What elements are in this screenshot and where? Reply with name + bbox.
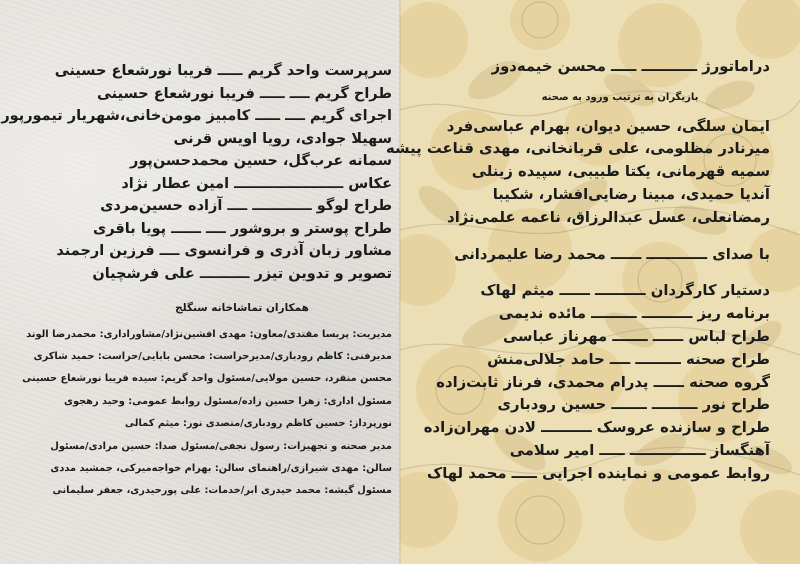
cast-line: سمیه قهرمانی، یکتا طبیبی، سپیده زینلی [471,163,770,181]
dramaturg-line: دراماتورژ ـــــــــــ ـــــ محسن خیمه‌دوز [491,58,770,75]
credit-line: اجرای گریم ــــ ـــــ کامبیز مومن‌خانی،شهریار تیمورپور [1,108,392,124]
crew-line: طراح لباس ــــــ ـــــــ مهرناز عباسی [503,327,770,345]
cast-line: ایمان سلگی، حسین دیوان، بهرام عباسی‌فرد [446,117,770,135]
cast-line: آندیا حمیدی، مبینا رضایی‌افشار، شکیبا [492,185,770,203]
credit-line: مشاور زبان آذری و فرانسوی ــــ فرزین ارجمند [56,243,392,259]
spacer [410,230,770,244]
cast-line: میرنادر مظلومی، علی قربانخانی، مهدی قناعت پیشه [386,140,770,158]
credit-line: طراح پوستر و بروشور ــــ ــــــ پویا باقری [92,220,392,237]
credit-line: طراح گریم ــــ ـــــ فریبا نورشعاع حسینی [97,85,392,102]
cast-line: رمضانعلی، عسل عبدالرزاق، ناعمه علمی‌نژاد [447,208,770,226]
credit-line: تصویر و تدوین تیزر ــــــــــ علی فرشچیان [92,265,392,282]
voice-line: با صدای ــــــــــــ ــــــ محمد رضا علیمردانی [454,245,770,263]
crew-line: روابط عمومی و نماینده اجرایی ـــــ محمد لهاک [427,464,770,482]
staff-line: مدیریت: پریسا مقتدی/معاون: مهدی افشین‌نژاد/مشاوراداری: محمدرضا الوند [26,328,392,340]
credit-line: سرپرست واحد گریم ـــــ فریبا نورشعاع حسینی [54,63,392,79]
crew-line: طراح و سازنده عروسک ــــــــــ لادن مهران‌زاده [423,419,770,437]
staff-line: سالن: مهدی شیرازی/راهنمای سالن: بهرام خواجه‌میرکی، جمشید مددی [50,462,392,474]
crew-line: طراح صحنه ـــــــــ ــــ حامد جلالی‌منش [487,350,770,368]
cast-heading: بازیگران به ترتیب ورود به صحنه [541,91,699,103]
page-fold [399,0,401,564]
staff-line: مدیرفنی: کاظم رودباری/مدیرحراست: محسن بابایی/حراست: حمید شاکری [33,350,392,362]
staff-line: نورپرداز: حسین کاظم رودباری/متصدی نور: میثم کمالی [124,418,392,430]
crew-line: برنامه ریز ــــــــــ ـــــــــ مائده ندیمی [498,305,770,323]
left-credits-column [1,60,392,503]
crew-line: دستیار کارگردان ــــــــــ ــــــ میثم لهاک [480,282,770,300]
staff-line: مسئول گیشه: محمد حیدری ابر/خدمات: علی پورحیدری، جعفر سلیمانی [52,485,392,497]
credit-line: طراح لوگو ــــــــــــ ــــ آزاده حسین‌مردی [100,198,392,214]
credit-line: عکاس ــــــــــــــــــــــ امین عطار نژاد [121,175,392,192]
crew-line: گروه صحنه ــــــ پدرام محمدی، فرناز ثابت‌زاده [436,373,770,391]
crew-line: طراح نور ـــــــــ ـــــــ حسین رودباری [497,396,770,414]
credit-line: سهیلا جوادی، رویا اویس قرنی [173,130,392,147]
staff-line: محسن منفرد، حسین مولایی/مسئول واحد گریم: سیده فریبا نورشعاع حسینی [22,373,392,385]
credit-line: سمانه عرب‌گل، حسین محمدحسن‌پور [129,153,392,169]
staff-line: مسئول اداری: زهرا حسین زاده/مسئول روابط عمومی: وحید رهجوی [63,395,392,407]
theater-staff-heading: همکاران تماشاخانه سنگلج [175,302,309,314]
crew-line: آهنگساز ـــــــــــــــ ـــــ امیر سلامی [509,441,770,459]
right-credits-column [386,56,770,486]
staff-line: مدیر صحنه و تجهیزات: رسول نجفی/مسئول صدا: حسین مرادی/مسئول [50,440,392,452]
spacer [410,266,770,280]
